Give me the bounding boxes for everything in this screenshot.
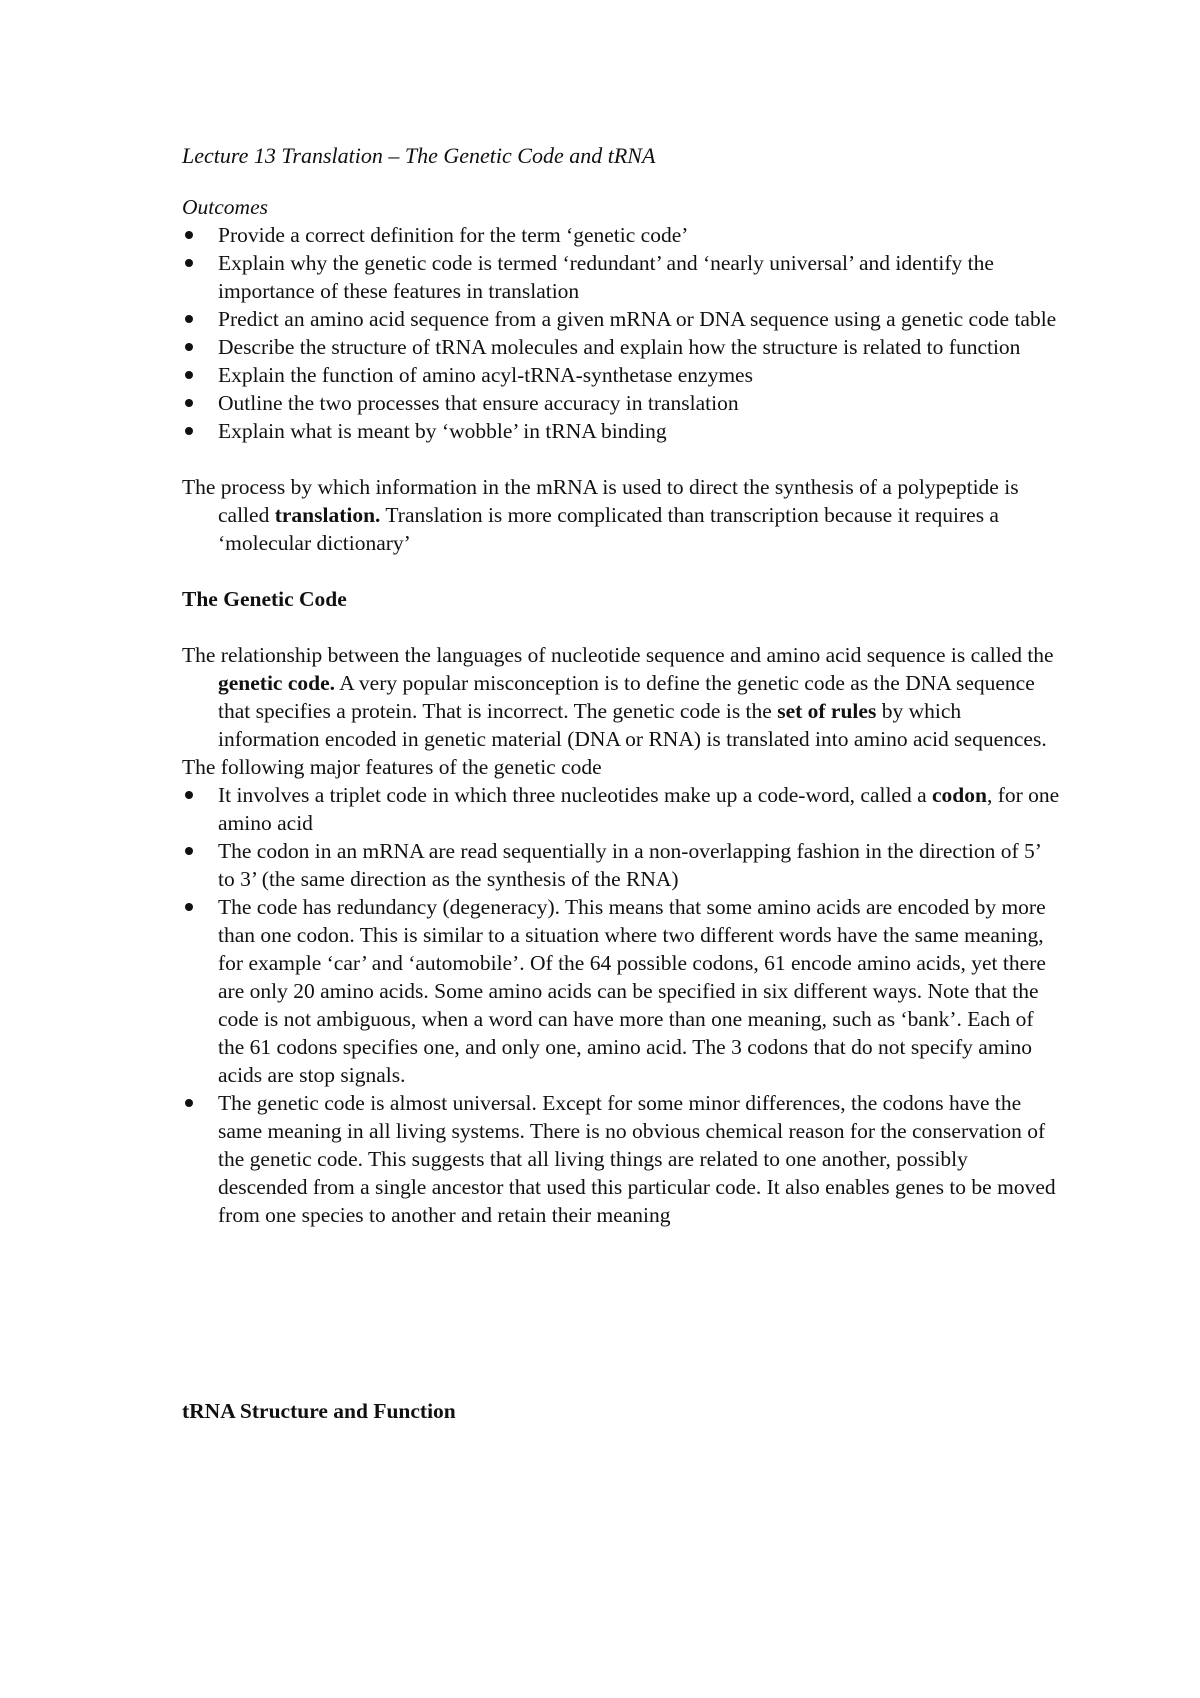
spacer [182, 1229, 1062, 1397]
genetic-code-heading: The Genetic Code [182, 587, 347, 611]
outcome-item: Describe the structure of tRNA molecules and explain how the structure is related to function [182, 333, 1062, 361]
intro-text: The process by which information in the mRNA is used to direct the synthesis of a polypeptide is called [182, 475, 1019, 527]
spacer [182, 613, 1062, 641]
feature-bold-term: codon [932, 783, 987, 807]
gc-text-b: A very popular misconception is to define the genetic code as the DNA sequence that specifies a protein. That is incorrect. The genetic code is the [218, 671, 1035, 723]
outcome-item: Explain why the genetic code is termed ‘redundant’ and ‘nearly universal’ and identify the importance of these features in translation [182, 249, 1062, 305]
features-intro: The following major features of the genetic code [182, 755, 602, 779]
lecture-title: Lecture 13 Translation – The Genetic Code and tRNA [182, 143, 656, 168]
outcomes-heading: Outcomes [182, 195, 268, 219]
document-page [182, 142, 1062, 1425]
intro-paragraph [182, 473, 1062, 557]
features-list [182, 781, 1062, 1229]
gc-bold-term-2: set of rules [777, 699, 877, 723]
gc-text-c: by which information encoded in genetic material (DNA or RNA) is translated into amino acid sequences. [218, 699, 1047, 751]
feature-text: It involves a triplet code in which three nucleotides make up a code-word, called a [218, 783, 933, 807]
feature-text: , for one amino acid [218, 783, 1060, 835]
intro-bold-term: translation. [274, 503, 381, 527]
spacer [182, 557, 1062, 585]
outcome-item: Predict an amino acid sequence from a given mRNA or DNA sequence using a genetic code table [182, 305, 1062, 333]
outcome-item: Provide a correct definition for the term ‘genetic code’ [182, 221, 1062, 249]
outcome-item: Outline the two processes that ensure accuracy in translation [182, 389, 1062, 417]
outcome-item: Explain what is meant by ‘wobble’ in tRNA binding [182, 417, 1062, 445]
feature-item: The code has redundancy (degeneracy). This means that some amino acids are encoded by more than one codon. This is similar to a situation where two different words have the same meaning, for example ‘car’ and ‘automobile’. Of the 64 possible codons, 61 encode amino acids, yet there are only 20 amino acids. Some amino acids can be specified in six different ways. Note that the code is not ambiguous, when a word can have more than one meaning, such as ‘bank’. Each of the 61 codons specifies one, and only one, amino acid. The 3 codons that do not specify amino acids are stop signals. [182, 893, 1062, 1089]
feature-item: The genetic code is almost universal. Except for some minor differences, the codons have the same meaning in all living systems. There is no obvious chemical reason for the conservation of the genetic code. This suggests that all living things are related to one another, possibly descended from a single ancestor that used this particular code. It also enables genes to be moved from one species to another and retain their meaning [182, 1089, 1062, 1229]
gc-text-a: The relationship between the languages of nucleotide sequence and amino acid sequence is called the [182, 643, 1054, 667]
intro-text-end: Translation is more complicated than transcription because it requires a ‘molecular dictionary’ [218, 503, 999, 555]
outcome-item: Explain the function of amino acyl-tRNA-synthetase enzymes [182, 361, 1062, 389]
genetic-code-paragraph [182, 641, 1062, 753]
trna-heading: tRNA Structure and Function [182, 1399, 456, 1423]
feature-item: The codon in an mRNA are read sequentially in a non-overlapping fashion in the direction of 5’ to 3’ (the same direction as the synthesis of the RNA) [182, 837, 1062, 893]
feature-item [182, 781, 1062, 837]
outcomes-list [182, 221, 1062, 445]
spacer [182, 445, 1062, 473]
gc-bold-term-1: genetic code. [218, 671, 336, 695]
